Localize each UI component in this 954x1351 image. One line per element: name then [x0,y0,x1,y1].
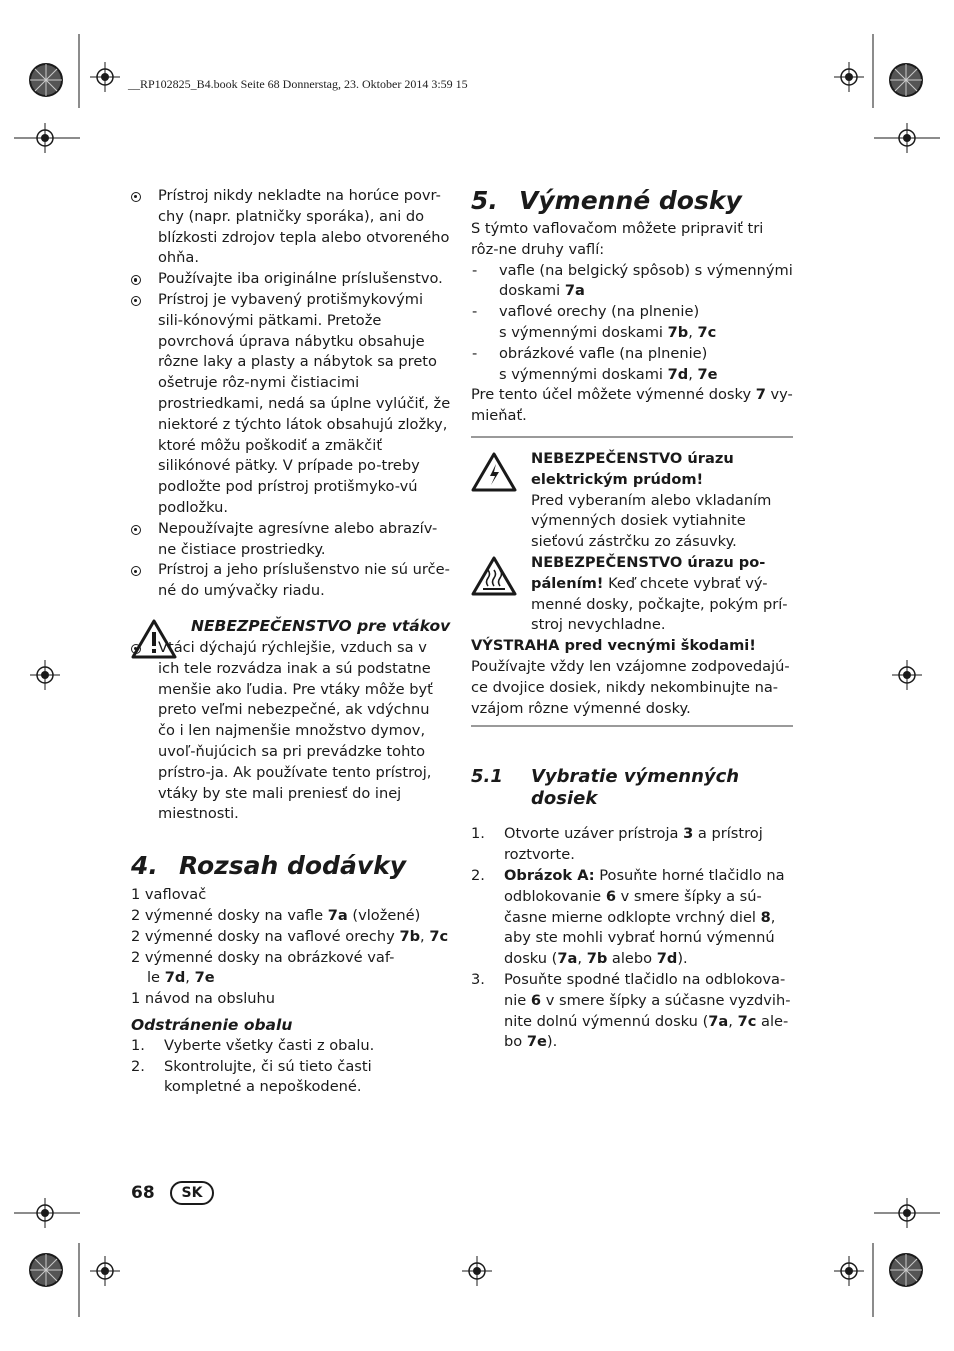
language-badge: SK [170,1181,214,1205]
registration-mark-icon [90,62,120,92]
left-column [131,186,451,1098]
bullet-item: Prístroj a jeho príslušenstvo nie sú urče-né do umývačky riadu. [131,560,451,602]
registration-mark-icon [834,62,864,92]
list-item: 1. Otvorte uzáver prístroja 3 a prístroj roztvorte. [471,825,763,864]
purpose-text: Pre tento účel môžete výmenné dosky 7 vy-mieňať. [471,386,793,425]
list-item: 2. Skontrolujte, či sú tieto časti kompletné a nepoškodené. [131,1057,372,1096]
registration-mark-icon [834,1256,864,1286]
color-wheel-icon [888,62,924,98]
color-wheel-icon [28,1252,64,1288]
burn-warning: NEBEZPEČENSTVO úrazu po-pálením! Keď chcete vybrať vý-menné dosky, počkajte, pokým prí-stroj nevychladne. [471,553,793,636]
shock-warning: NEBEZPEČENSTVO úrazu elektrickým prúdom! Pred vyberaním alebo vkladaním výmenných dosiek vytiahnite sieťovú zástrčku zo zásuvky. [471,449,793,553]
list-item: - vaflové orechy (na plnenie) s výmennými doskami 7b, 7c [472,303,717,341]
registration-mark-icon [892,123,922,153]
divider [471,436,793,438]
intro-text: S týmto vaflovačom môžete pripraviť tri rôz-ne druhy vaflí: [471,220,764,258]
bullet-item: Prístroj je vybavený protišmykovými sili-kónovými pätkami. Pretože povrchová úprava nábytku obsahuje rôzne laky a plasty a nábytok sa preto ošetruje rôz-nymi čistiacimi prostriedkami, nedá sa úplne vylúčiť, že niektoré z týchto látok obsahujú zložky, ktoré môžu poškodiť a zmäkčiť silikónové pätky. V prípade po-treby podložte pod prístroj protišmyko-vú podložku. [131,290,451,519]
divider [471,725,793,727]
bullet-item: Prístroj nikdy nekladte na horúce povr-chy (napr. platničky sporáka), ani do blízkosti zdrojov tepla alebo otvoreného ohňa. [131,186,451,269]
removal-steps [471,824,793,1053]
damage-warning-text: Používajte vždy len vzájomne zodpovedajú-ce dvojice dosiek, nikdy nekombinujte na-vzájom rôzne výmenné dosky. [471,657,790,717]
bullet-item: Nepoužívajte agresívne alebo abrazív-ne čistiace prostriedky. [131,519,451,561]
registration-mark-icon [30,660,60,690]
registration-mark-icon [462,1256,492,1286]
electric-shock-icon [471,452,517,492]
right-column [471,186,793,1053]
print-info: __RP102825_B4.book Seite 68 Donnerstag, 23. Oktober 2014 3:59 15 [128,77,468,91]
list-item: - vafle (na belgický spôsob) s výmennými doskami 7a [472,261,793,300]
section-5-heading: 5. Výmenné dosky [471,186,742,215]
bullet-icon [131,525,141,535]
registration-mark-icon [90,1256,120,1286]
damage-warning-title: VÝSTRAHA pred vecnými škodami! [471,637,756,655]
page-number: 68 [131,1183,155,1203]
bullet-icon [131,566,141,576]
bullet-icon [131,296,141,306]
section-5-1-heading: 5.1 Vybratie výmenných dosiek [471,766,740,810]
bird-warning-title: NEBEZPEČENSTVO pre vtákov [191,616,451,635]
registration-mark-icon [892,660,922,690]
bullet-icon [131,192,141,202]
list-item: 3. Posuňte spodné tlačidlo na odblokova-nie 6 v smere šípky a súčasne vyzdvih-nite dolnú výmennú dosku (7a, 7c ale-bo 7e). [471,970,791,1051]
bullet-item: Vtáci dýchajú rýchlejšie, vzduch sa v ich tele rozvádza inak a sú podstatne menšie ako ľudia. Pre vtáky môže byť preto veľmi nebezpečné, ak vdýchnu čo i len najmenšie množstvo dymov, uvoľ-ňujúcich sa pri prevádzke tohto prístro-ja. Ak používate tento prístroj, vtáky by ste mali preniesť do inej miestnosti. [131,638,451,825]
unpack-heading: Odstránenie obalu [131,1015,293,1034]
registration-mark-icon [892,1198,922,1228]
hot-surface-icon [471,556,517,596]
list-item: 2. Obrázok A: Posuňte horné tlačidlo na odblokovanie 6 v smere šípky a sú-časne mierne odklopte vrchný diel 8, aby ste mohli vybrať hornú výmennú dosku (7a, 7b alebo 7d). [471,866,785,968]
list-item: 1. Vyberte všetky časti z obalu. [131,1036,375,1054]
section-4-heading: 4. Rozsah dodávky [131,851,407,881]
registration-mark-icon [30,123,60,153]
bullet-icon [131,644,141,654]
delivery-list: 1 vaflovač 2 výmenné dosky na vafle 7a (vložené) 2 výmenné dosky na vaflové orechy 7b, 7c 2 výmenné dosky na obrázkové vaf- le 7d, 7e 1 návod na obsluhu [131,886,449,1008]
color-wheel-icon [28,62,64,98]
bird-warning [131,616,451,637]
color-wheel-icon [888,1252,924,1288]
bullet-item: Používajte iba originálne príslušenstvo. [131,269,451,290]
bullet-icon [131,275,141,285]
list-item: - obrázkové vafle (na plnenie) s výmennými doskami 7d, 7e [472,344,718,383]
registration-mark-icon [30,1198,60,1228]
